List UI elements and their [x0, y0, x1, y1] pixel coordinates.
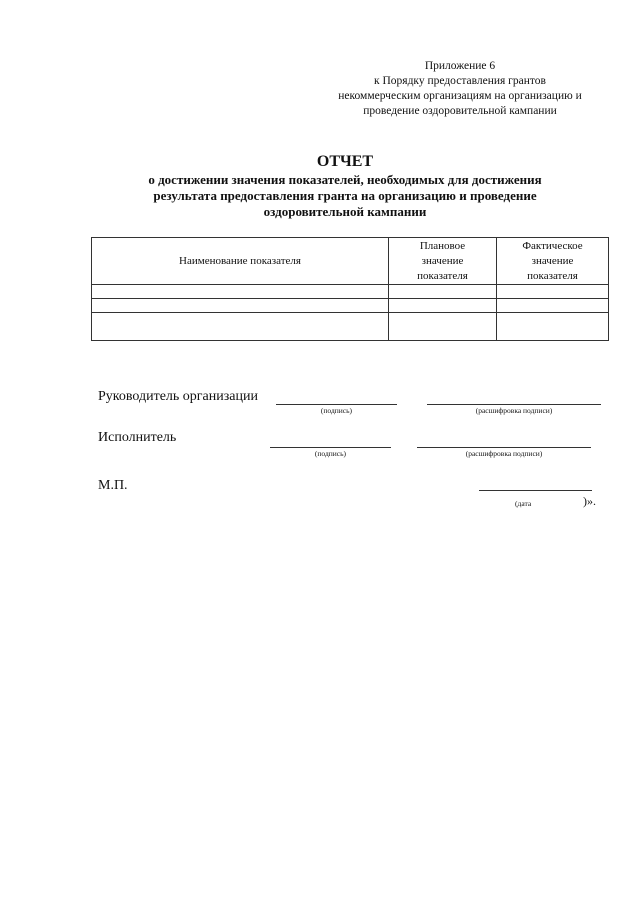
head-decoding-line[interactable]	[427, 404, 601, 405]
appendix-line: к Порядку предоставления грантов	[374, 75, 546, 87]
appendix-line: Приложение 6	[424, 60, 496, 72]
appendix-note	[300, 59, 620, 119]
table-cell[interactable]	[389, 313, 497, 341]
stamp-label: М.П.	[98, 478, 128, 493]
head-of-organization-label: Руководитель организации	[98, 389, 258, 404]
executor-decoding-hint: (расшифровка подписи)	[465, 449, 543, 458]
table-cell[interactable]	[497, 313, 609, 341]
subtitle-line: о достижении значения показателей, необходимых для достижения	[148, 172, 542, 187]
executor-signature-line[interactable]	[270, 447, 391, 448]
table-cell[interactable]	[497, 299, 609, 313]
executor-signature-hint: (подпись)	[314, 449, 347, 458]
table-cell[interactable]	[92, 285, 389, 299]
appendix-line: некоммерческим организациям на организацию и	[338, 90, 582, 102]
appendix-line: проведение оздоровительной кампании	[363, 105, 557, 117]
table-header-row	[92, 238, 609, 285]
head-signature-hint: (подпись)	[320, 406, 353, 415]
table-row	[92, 299, 609, 313]
header-actual-value: Фактическое значение показателя	[497, 238, 609, 285]
executor-decoding-line[interactable]	[417, 447, 591, 448]
indicators-table	[91, 237, 609, 341]
date-hint: (дата	[515, 499, 532, 508]
subtitle-line: результата предоставления гранта на организацию и проведение	[153, 188, 537, 203]
executor-label: Исполнитель	[98, 430, 177, 445]
table-row	[92, 285, 609, 299]
subtitle-line: оздоровительной кампании	[263, 204, 427, 219]
header-indicator-name: Наименование показателя	[92, 238, 389, 285]
table-cell[interactable]	[92, 313, 389, 341]
head-signature-line[interactable]	[276, 404, 397, 405]
table-cell[interactable]	[92, 299, 389, 313]
date-line[interactable]	[479, 490, 592, 491]
report-subtitle	[60, 172, 630, 220]
table-row	[92, 313, 609, 341]
report-title: ОТЧЕТ	[316, 153, 374, 170]
table-cell[interactable]	[389, 299, 497, 313]
head-decoding-hint: (расшифровка подписи)	[475, 406, 553, 415]
header-planned-value: Плановое значение показателя	[389, 238, 497, 285]
table-cell[interactable]	[389, 285, 497, 299]
date-suffix: )».	[583, 494, 596, 508]
report-heading	[60, 152, 630, 220]
table-cell[interactable]	[497, 285, 609, 299]
